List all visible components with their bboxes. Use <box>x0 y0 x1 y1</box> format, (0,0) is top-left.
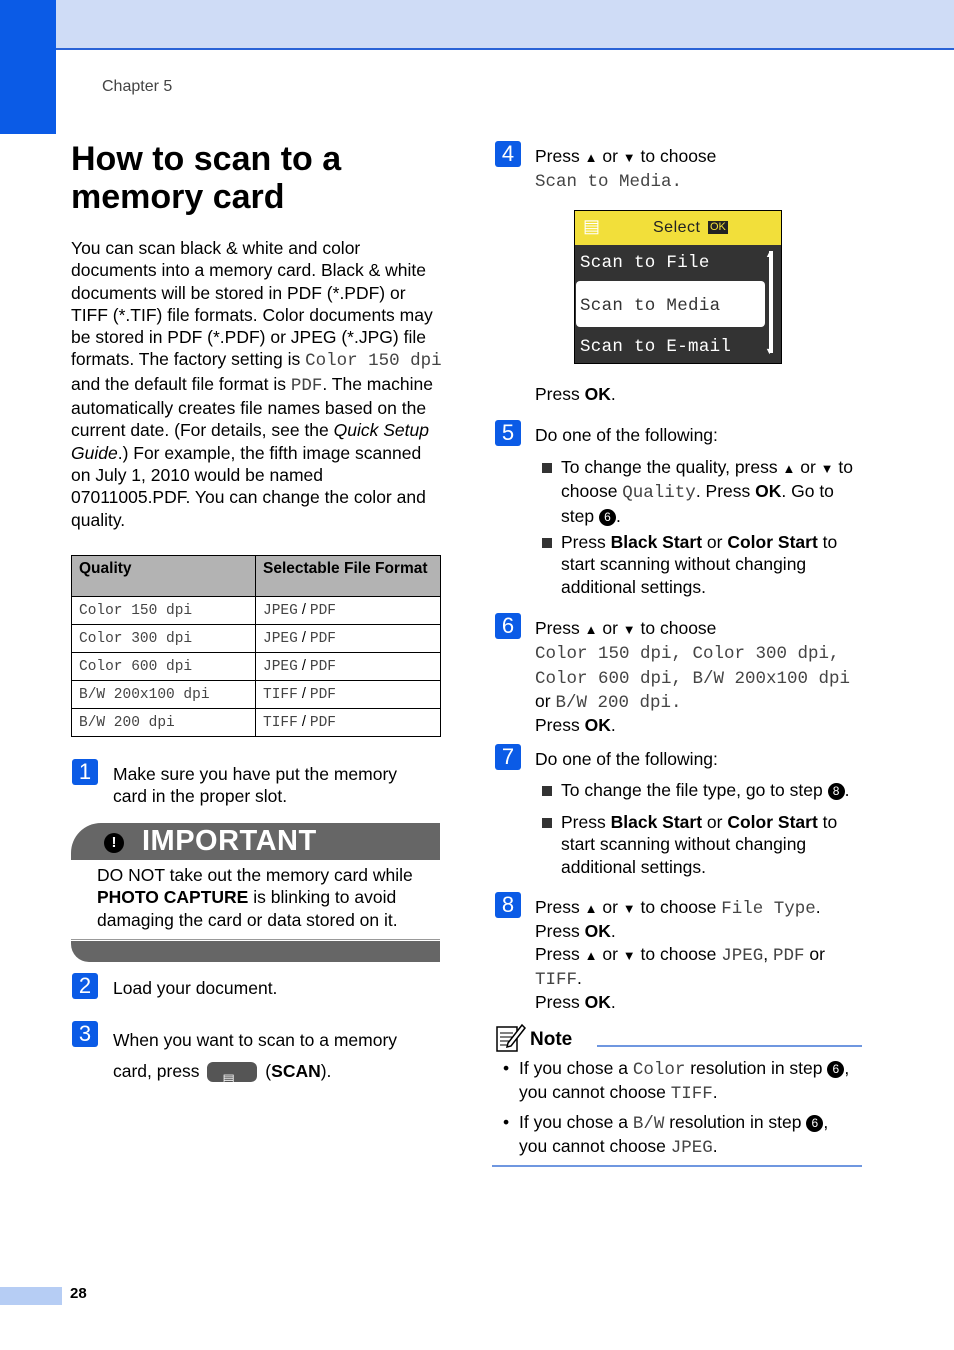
step-ref-badge: 6 <box>806 1115 823 1132</box>
chapter-label: Chapter 5 <box>102 78 173 95</box>
down-arrow-icon: ▼ <box>622 150 636 165</box>
note-divider-top <box>597 1045 862 1047</box>
step-number: 7 <box>495 744 521 770</box>
step-number: 3 <box>72 1021 98 1047</box>
scan-button-icon: ▤ <box>207 1062 257 1082</box>
note-label: Note <box>530 1029 573 1050</box>
step-7-bullet-1: To change the file type, go to step 8 . <box>561 779 866 801</box>
step-4-text: Press ▲ or ▼ to choose Scan to Media. <box>535 146 717 193</box>
table-cell: JPEG / PDF <box>256 653 441 681</box>
table-cell: TIFF / PDF <box>256 709 441 737</box>
step-ref-badge: 6 <box>827 1061 844 1078</box>
step-number: 1 <box>72 759 98 785</box>
table-cell: JPEG / PDF <box>256 625 441 653</box>
intro-paragraph: You can scan black & white and color documents into a memory card. Black & white documents will be stored in PDF (*.PDF) or TIFF (*.TIF) file formats. Color documents may be stored in PDF (*.PDF) or JPEG (*.JPG) file formats. The factory setting is Color 150 dpi and the default file format is PDF. The machine automatically creates file names based on the current date. (For details, see the Quick Setup Guide.) For example, the fifth image scanned on July 1, 2010 would be named 07011005.PDF. You can change the color and quality. <box>71 238 442 530</box>
table-row <box>72 597 441 625</box>
lcd-header <box>575 211 781 245</box>
table-row <box>72 625 441 653</box>
table-cell: B/W 200 dpi <box>72 709 256 737</box>
chapter-tab <box>0 0 56 134</box>
step-2-text: Load your document. <box>113 978 278 998</box>
step-5-bullet-1: To change the quality, press ▲ or ▼ to choose Quality. Press OK. Go to step 6 . <box>561 456 861 527</box>
step-1-text: Make sure you have put the memory card in the proper slot. <box>113 764 398 807</box>
table-row <box>72 709 441 737</box>
step-number: 2 <box>72 973 98 999</box>
step-ref-badge: 6 <box>599 509 616 526</box>
lcd-scrollbar <box>769 251 773 353</box>
note-item-2: • If you chose a B/W resolution in step 6 , you cannot choose JPEG. <box>503 1112 829 1159</box>
important-banner <box>71 823 440 860</box>
important-label: IMPORTANT <box>142 825 317 857</box>
note-pencil-icon <box>494 1021 526 1053</box>
note-divider-bottom <box>492 1165 862 1167</box>
step-7-bullet-2: Press Black Start or Color Start to start scanning without changing additional settings. <box>561 811 861 878</box>
step-number: 6 <box>495 613 521 639</box>
lcd-select-label: Select <box>653 219 701 236</box>
step-number: 4 <box>495 141 521 167</box>
scan-icon: ▤ <box>583 216 601 236</box>
step-8-text: Press ▲ or ▼ to choose File Type. Press OK. Press ▲ or ▼ to choose JPEG, PDF or TIFF. Press OK. <box>535 897 825 1013</box>
important-footer-bar <box>71 941 440 962</box>
divider <box>71 939 440 940</box>
table-row <box>72 681 441 709</box>
step-3-text: When you want to scan to a memory card, press ▤ (SCAN). <box>113 1030 398 1087</box>
footer-tab <box>0 1287 62 1305</box>
quality-format-table <box>71 555 441 737</box>
step-4-press-ok: Press OK. <box>535 384 616 404</box>
step-6-text: Press ▲ or ▼ to choose Color 150 dpi, Color 300 dpi, Color 600 dpi, B/W 200x100 dpi or B/W 200 dpi. Press OK. <box>535 618 851 736</box>
step-number: 5 <box>495 420 521 446</box>
step-ref-badge: 8 <box>828 783 845 800</box>
table-cell: B/W 200x100 dpi <box>72 681 256 709</box>
exclamation-icon: ! <box>104 833 124 853</box>
step-5-text: Do one of the following: <box>535 425 718 445</box>
table-cell: TIFF / PDF <box>256 681 441 709</box>
table-row <box>72 653 441 681</box>
table-cell: Color 600 dpi <box>72 653 256 681</box>
table-cell: JPEG / PDF <box>256 597 441 625</box>
lcd-screen <box>574 210 782 364</box>
lcd-menu-item[interactable]: Scan to File <box>580 253 710 273</box>
table-header-format: Selectable File Format <box>256 556 441 597</box>
table-header-quality: Quality <box>72 556 256 597</box>
table-cell: Color 150 dpi <box>72 597 256 625</box>
step-5-bullet-2: Press Black Start or Color Start to start scanning without changing additional settings. <box>561 531 861 598</box>
scroll-down-icon: ▼ <box>765 346 774 356</box>
page-number: 28 <box>70 1285 87 1302</box>
note-item-1: • If you chose a Color resolution in step 6 , you cannot choose TIFF. <box>503 1058 850 1105</box>
step-number: 8 <box>495 892 521 918</box>
up-arrow-icon: ▲ <box>584 150 598 165</box>
page-title: How to scan to a memory card <box>71 140 342 216</box>
important-text: DO NOT take out the memory card while PHOTO CAPTURE is blinking to avoid damaging the card or data stored on it. <box>97 865 413 930</box>
lcd-menu-item[interactable]: Scan to E-mail <box>580 337 732 357</box>
table-cell: Color 300 dpi <box>72 625 256 653</box>
lcd-menu-item-selected[interactable]: Scan to Media <box>580 296 721 316</box>
step-7-text: Do one of the following: <box>535 749 718 769</box>
header-bar <box>0 0 954 50</box>
scroll-up-icon: ▲ <box>765 249 774 259</box>
ok-badge: OK <box>710 221 726 233</box>
